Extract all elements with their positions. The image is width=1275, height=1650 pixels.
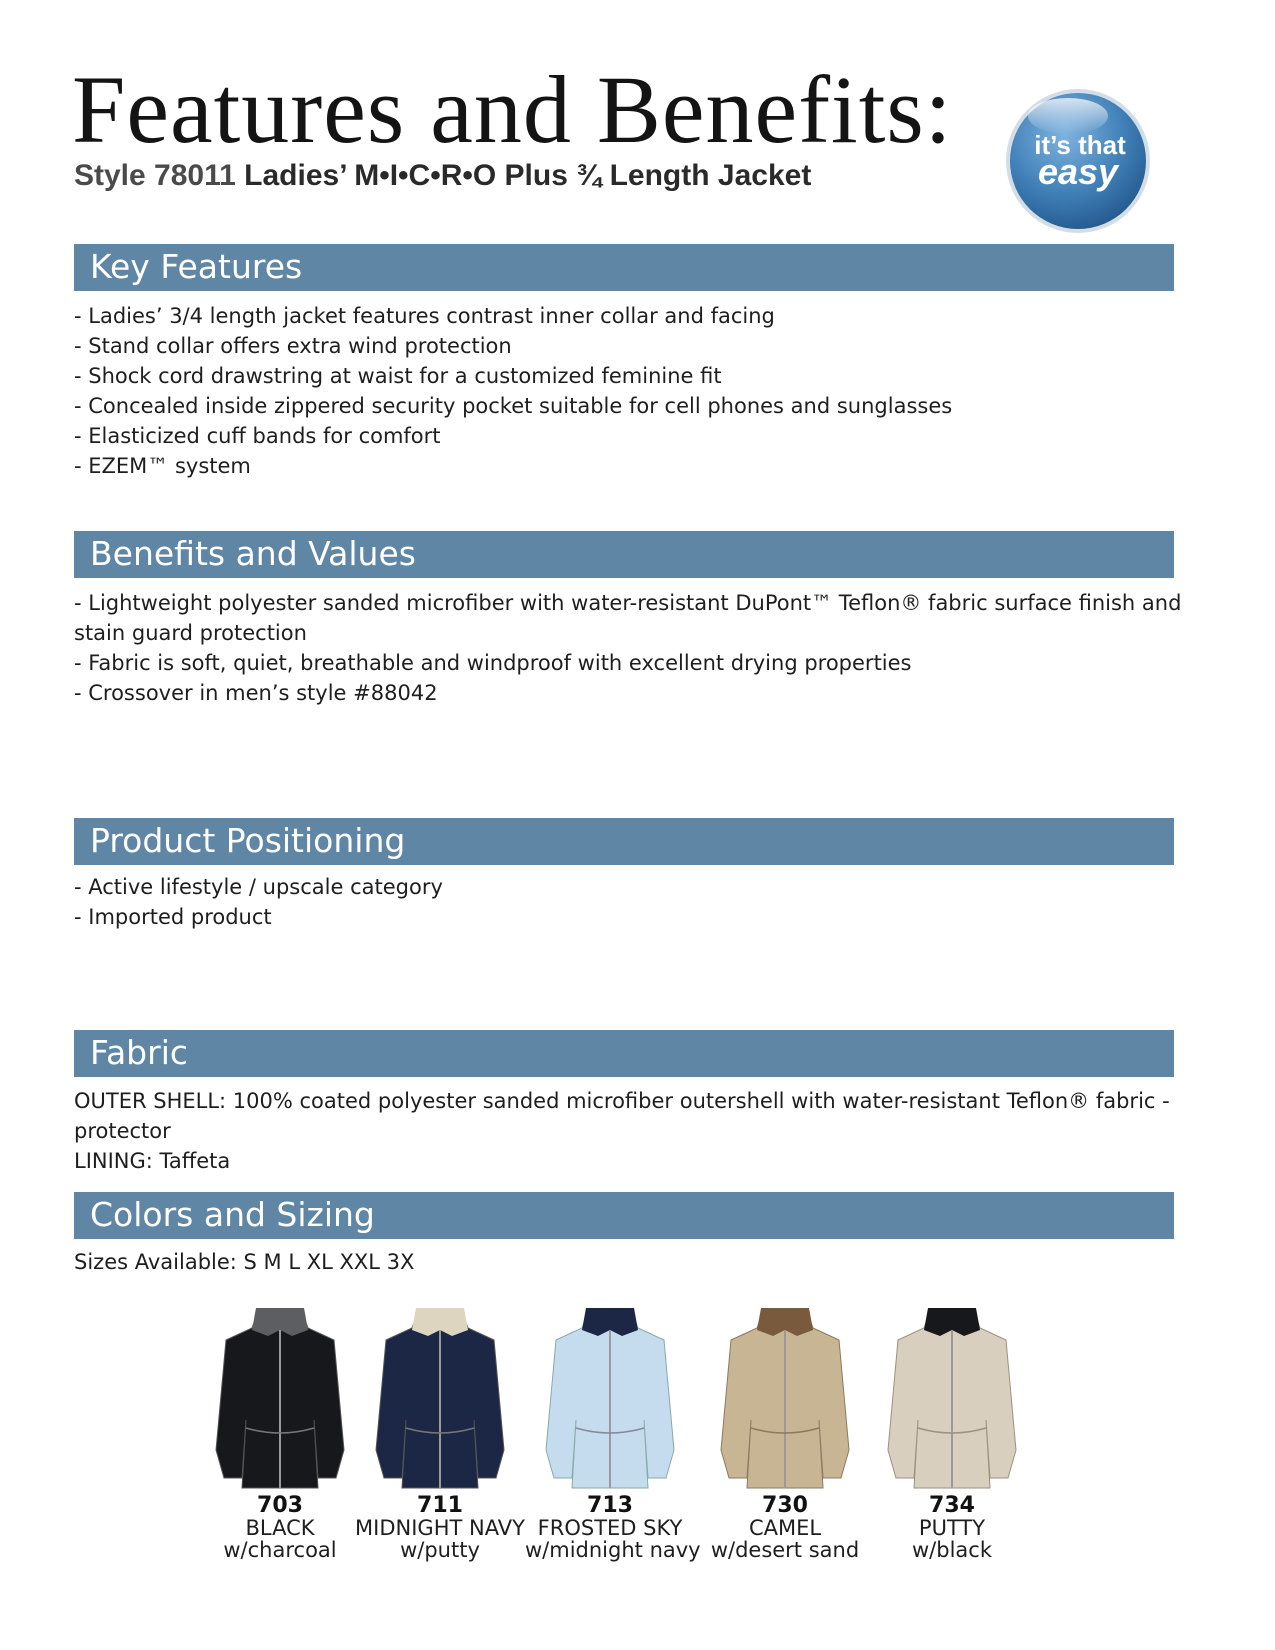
color-code: 734 xyxy=(929,1493,975,1518)
jacket-image xyxy=(882,1300,1022,1495)
jacket-image xyxy=(715,1300,855,1495)
jacket-image xyxy=(540,1300,680,1495)
swatch-713 xyxy=(525,1300,701,1562)
color-trim: w/black xyxy=(912,1538,992,1562)
product-subtitle xyxy=(74,158,811,194)
list-item: - Shock cord drawstring at waist for a customized feminine fit xyxy=(74,364,722,388)
section-header-colors xyxy=(74,1192,1174,1239)
color-name: PUTTY xyxy=(918,1516,986,1540)
jacket-image xyxy=(370,1300,510,1495)
swatch-734 xyxy=(867,1300,1037,1561)
color-trim: w/putty xyxy=(400,1538,480,1562)
sizes-list xyxy=(74,1247,1184,1277)
section-header-benefits xyxy=(74,531,1174,578)
list-item: - Lightweight polyester sanded microfiber with water-resistant DuPont™ Teflon® fabric surface finish and stain guard protection xyxy=(74,591,1182,645)
list-item: - Crossover in men’s style #88042 xyxy=(74,681,438,705)
badge-text-line2: easy xyxy=(1037,151,1119,192)
list-item: - Imported product xyxy=(74,905,272,929)
badge-gloss xyxy=(1028,98,1108,134)
swatch-703 xyxy=(195,1300,365,1561)
list-item: - Active lifestyle / upscale category xyxy=(74,875,443,899)
list-item: - Ladies’ 3/4 length jacket features contrast inner collar and facing xyxy=(74,304,775,328)
style-number: Style 78011 xyxy=(74,159,236,192)
section-header-key-features xyxy=(74,244,1174,291)
fabric-list xyxy=(74,1086,1184,1176)
color-code: 713 xyxy=(587,1493,633,1518)
product-name: Ladies’ M•I•C•R•O Plus ¾ Length Jacket xyxy=(244,159,812,192)
jacket-image xyxy=(210,1300,350,1495)
section-header-positioning xyxy=(74,818,1174,865)
color-name: MIDNIGHT NAVY xyxy=(355,1516,525,1540)
color-trim: w/midnight navy xyxy=(525,1538,701,1562)
section-header-fabric xyxy=(74,1030,1174,1077)
color-code: 711 xyxy=(417,1493,463,1518)
benefits-list xyxy=(74,588,1184,708)
list-item: - EZEM™ system xyxy=(74,454,251,478)
color-trim: w/charcoal xyxy=(223,1538,337,1562)
section-title: Benefits and Values xyxy=(90,534,416,573)
color-name: FROSTED SKY xyxy=(537,1516,683,1540)
swatch-730 xyxy=(700,1300,870,1561)
section-title: Fabric xyxy=(90,1033,189,1072)
section-title: Colors and Sizing xyxy=(90,1195,375,1234)
page-title: Features and Benefits: xyxy=(72,56,953,163)
list-item: - Concealed inside zippered security pocket suitable for cell phones and sunglasses xyxy=(74,394,953,418)
positioning-list xyxy=(74,872,1184,932)
color-name: BLACK xyxy=(245,1516,315,1540)
its-that-easy-badge xyxy=(998,86,1158,236)
section-title: Product Positioning xyxy=(90,821,406,860)
section-title: Key Features xyxy=(90,247,303,286)
list-item: LINING: Taffeta xyxy=(74,1149,231,1173)
key-features-list xyxy=(74,301,1184,481)
color-swatches xyxy=(195,1300,1095,1600)
sizes-available: Sizes Available: S M L XL XXL 3X xyxy=(74,1250,415,1274)
color-code: 730 xyxy=(762,1493,808,1518)
list-item: OUTER SHELL: 100% coated polyester sanded microfiber outershell with water-resistant Teflon® fabric - protector xyxy=(74,1089,1170,1143)
swatch-711 xyxy=(355,1300,525,1561)
list-item: - Stand collar offers extra wind protection xyxy=(74,334,512,358)
badge-text-line1: it’s that xyxy=(1034,130,1126,160)
color-name: CAMEL xyxy=(748,1516,822,1540)
list-item: - Fabric is soft, quiet, breathable and windproof with excellent drying properties xyxy=(74,651,912,675)
color-trim: w/desert sand xyxy=(710,1538,860,1562)
color-code: 703 xyxy=(257,1493,303,1518)
list-item: - Elasticized cuff bands for comfort xyxy=(74,424,441,448)
